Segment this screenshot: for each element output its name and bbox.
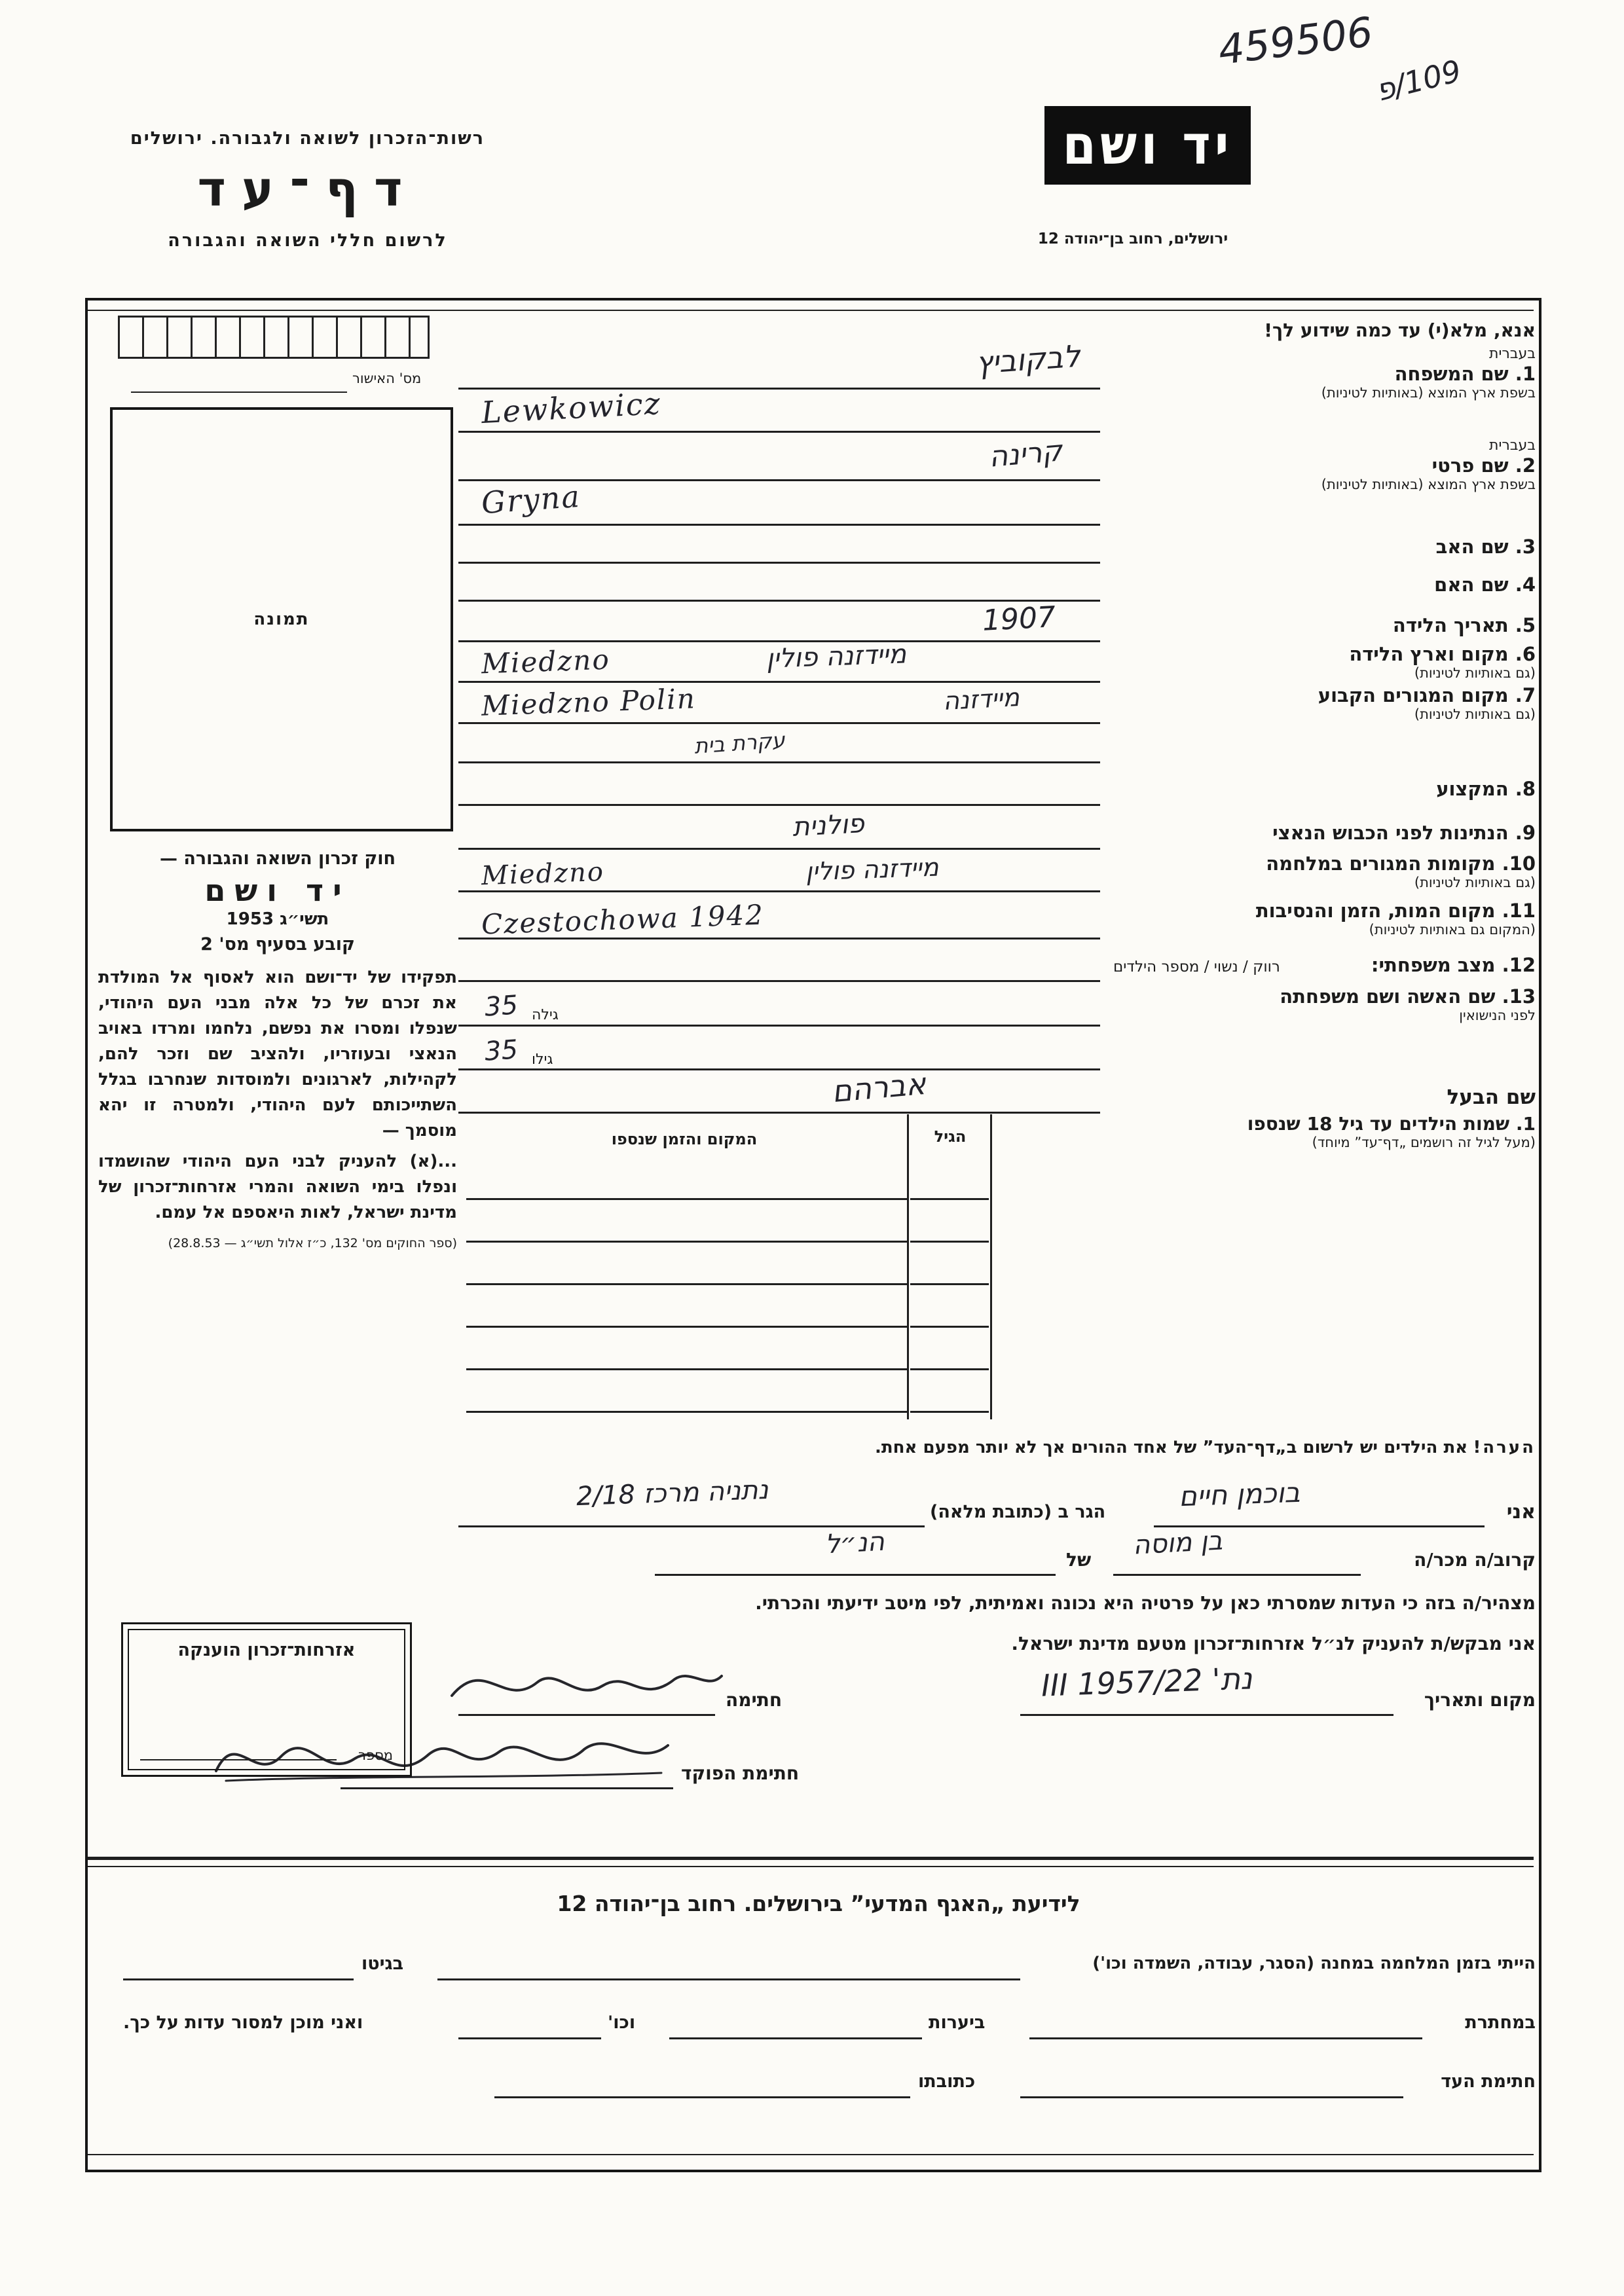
- family-name-latin-value: Lewkowicz: [480, 385, 663, 431]
- declarant-i-label: אני: [1506, 1501, 1536, 1523]
- field-line[interactable]: [458, 1112, 1100, 1114]
- place-date-value: נת' 22/III 1957: [1041, 1660, 1253, 1704]
- field-line[interactable]: [458, 1068, 1100, 1070]
- children-age-line[interactable]: [910, 1241, 989, 1243]
- citizenship-value: פולנית: [791, 809, 866, 843]
- scientific-branch-title: לידיעת „האגף המדעי” בירושלים. רחוב בן־יהודה 12: [557, 1891, 1080, 1916]
- field-label-first-name: בעברית 2. שם פרטי בשפת ארץ המוצא (באותיות לטיניות): [1321, 437, 1536, 493]
- field-line[interactable]: [458, 722, 1100, 724]
- citizenship-box-title: אזרחות־זכרון הוענקה: [177, 1640, 356, 1660]
- children-col-age: הגיל: [934, 1127, 967, 1146]
- address-label: הגר ב (כתובת מלאה): [930, 1502, 1106, 1522]
- address-value: נתניה מרכז 2/18: [576, 1474, 769, 1512]
- file-number: 459506: [1215, 7, 1376, 75]
- underground-line[interactable]: [1029, 2037, 1422, 2039]
- frame-inner-bottom-rule: [88, 2154, 1534, 2155]
- profession-value: עקרת בית: [693, 727, 786, 759]
- note-label: הערה!: [1473, 1438, 1536, 1457]
- field-label-marital-status: 12. מצב משפחתי:: [1371, 954, 1536, 976]
- death-place-value: Czestochowa 1942: [481, 898, 765, 941]
- children-col-place: המקום והזמן שנספו: [611, 1130, 758, 1148]
- field-line[interactable]: [458, 562, 1100, 564]
- field-line[interactable]: [458, 681, 1100, 683]
- law-text-2: ...(א) להעניק לבני העם היהודי שהושמדו ונפלו בימי השואה והמרי אזרחות־זכרון של מדינת ישראל, לאות היאספם אל עמם.: [98, 1152, 457, 1222]
- field-label-father-name: 3. שם האב: [1435, 536, 1536, 558]
- photo-box[interactable]: [110, 407, 453, 831]
- approval-number-label: מס' האישור: [352, 371, 422, 386]
- family-name-hebrew-value: לבקוביץ: [974, 338, 1082, 381]
- witness-address-line[interactable]: [494, 2096, 910, 2098]
- approval-number-line[interactable]: [131, 392, 347, 393]
- witness-address-label: כתובתו: [918, 2071, 976, 2092]
- field-line[interactable]: [458, 600, 1100, 602]
- children-table-divider: [990, 1114, 992, 1419]
- relation-value: בן מוסה: [1132, 1525, 1224, 1561]
- ready-to-testify-text: ואני מוכן למסור עדות על כך.: [123, 2013, 363, 2033]
- page-title: דף־עד: [197, 161, 418, 217]
- children-row-line[interactable]: [466, 1368, 907, 1370]
- children-age-line[interactable]: [910, 1198, 989, 1200]
- children-age-line[interactable]: [910, 1283, 989, 1285]
- war-residence-hebrew-value: מיידזנה פולין: [805, 852, 940, 886]
- husband-name-value: אברהם: [830, 1065, 927, 1110]
- residence-hebrew-value: מיידזנה: [942, 682, 1020, 716]
- law-name: יד ושם: [204, 873, 351, 908]
- law-year: תשי״ג 1953: [226, 909, 329, 929]
- note-text: את הילדים יש לרשום ב„דף־העד” של אחד ההורים אך לא יותר מפעם אחת.: [875, 1438, 1468, 1457]
- law-reference: (ספר החוקים מס' 132, כ״ז אלול תשי״ג — 28.8.53): [168, 1236, 457, 1250]
- law-section: קובע בסעיף מס' 2: [200, 934, 355, 955]
- of-line[interactable]: [655, 1574, 1056, 1576]
- authority-title: רשות־הזכרון לשואה ולגבורה. ירושלים: [130, 128, 485, 149]
- war-residence-latin-value: Miedzno: [481, 856, 605, 892]
- field-line[interactable]: [458, 524, 1100, 526]
- law-excerpt: [98, 848, 457, 1250]
- witness-signature-label: חתימת העד: [1441, 2071, 1536, 2092]
- of-label: של: [1066, 1549, 1092, 1571]
- relation-label: קרוב/ה מכר/ה: [1414, 1549, 1536, 1571]
- field-line[interactable]: [458, 804, 1100, 806]
- husband-age-label: גילו: [532, 1051, 553, 1068]
- field-line[interactable]: [458, 431, 1100, 433]
- declarant-name-value: בוכמן חיים: [1178, 1476, 1301, 1513]
- field-line[interactable]: [458, 890, 1100, 892]
- photo-label: תמונה: [253, 610, 310, 629]
- children-note: [875, 1438, 1536, 1457]
- witness-signature-blank-line[interactable]: [1020, 2096, 1403, 2098]
- relation-line[interactable]: [1113, 1574, 1361, 1576]
- etc-label: וכו': [608, 2013, 636, 2033]
- field-label-mother-name: 4. שם האם: [1434, 574, 1536, 596]
- citizenship-number-line[interactable]: [140, 1759, 337, 1760]
- children-row-line[interactable]: [466, 1283, 907, 1285]
- children-age-line[interactable]: [910, 1411, 989, 1413]
- section-separator-thick: [88, 1857, 1534, 1860]
- place-date-line[interactable]: [1020, 1714, 1393, 1716]
- section-separator-thin: [88, 1866, 1534, 1867]
- field-label-citizenship: 9. הנתינות לפני הכבוש הנאצי: [1272, 822, 1536, 844]
- request-text: אני מבקש/ת להעניק לנ״ל אזרחות־זכרון מטעם מדינת ישראל.: [1011, 1633, 1536, 1654]
- first-name-latin-value: Gryna: [480, 478, 582, 521]
- wife-age-label: גילה: [532, 1007, 559, 1023]
- residence-latin-value: Miedzno Polin: [481, 682, 697, 722]
- clerk-signature-label: חתימת הפוקד: [681, 1762, 800, 1784]
- wife-age-value: 35: [483, 990, 519, 1023]
- field-line[interactable]: [458, 640, 1100, 642]
- birth-place-latin-value: Miedzno: [481, 643, 611, 680]
- citizenship-number-label: מספר: [358, 1747, 393, 1763]
- children-table-divider: [907, 1114, 909, 1419]
- children-row-line[interactable]: [466, 1326, 907, 1328]
- field-label-war-residence: 10. מקומות המגורים במלחמה (גם באותיות לטיניות): [1266, 852, 1536, 891]
- yad-vashem-logo-text: יד ושם: [1062, 113, 1233, 177]
- field-line[interactable]: [458, 761, 1100, 763]
- children-age-line[interactable]: [910, 1368, 989, 1370]
- marital-status-options: רווק / נשוי / מספר הילדים: [1113, 958, 1280, 975]
- witness-signature: [445, 1650, 727, 1715]
- field-label-residence: 7. מקום המגורים הקבוע (גם באותיות לטיניות): [1318, 684, 1536, 723]
- field-label-husband-name: שם הבעל: [1447, 1085, 1536, 1109]
- field-label-birth-place: 6. מקום וארץ הלידה (גם באותיות לטיניות): [1349, 643, 1536, 682]
- forests-line[interactable]: [669, 2037, 922, 2039]
- field-line[interactable]: [458, 848, 1100, 850]
- children-row-line[interactable]: [466, 1198, 907, 1200]
- field-line[interactable]: [458, 980, 1100, 982]
- file-subnumber: 109/פ: [1372, 52, 1465, 109]
- fill-instruction: אנא, מלא(י) עד כמה שידוע לך!: [1264, 319, 1536, 341]
- children-row-line[interactable]: [466, 1241, 907, 1243]
- frame-inner-top-rule: [88, 310, 1534, 311]
- etc-line[interactable]: [458, 2037, 601, 2039]
- ghetto-line[interactable]: [123, 1978, 354, 1980]
- place-date-label: מקום ותאריך: [1424, 1689, 1536, 1711]
- birth-place-hebrew-value: מיידזנה פולין: [766, 639, 907, 674]
- address-line[interactable]: [458, 1525, 925, 1527]
- logo-address: ירושלים, רחוב בן־יהודה 12: [1037, 230, 1228, 247]
- camp-line[interactable]: [437, 1978, 1020, 1980]
- field-label-profession: 8. המקצוע: [1436, 778, 1536, 800]
- field-label-wife-name: 13. שם האשה ושם משפחתה לפני הנישואין: [1280, 985, 1536, 1024]
- field-line[interactable]: [458, 1025, 1100, 1027]
- children-age-line[interactable]: [910, 1326, 989, 1328]
- field-line[interactable]: [458, 388, 1100, 390]
- ghetto-label: בגיטו: [361, 1954, 404, 1974]
- citizenship-box: [121, 1622, 412, 1777]
- camp-label: הייתי בזמן המלחמה במחנה (הסגר, עבודה, השמדה וכו'): [1092, 1954, 1536, 1973]
- field-label-birth-date: 5. תאריך הלידה: [1392, 614, 1536, 636]
- of-value: הנ״ל: [824, 1526, 885, 1560]
- birth-date-value: 1907: [981, 600, 1057, 638]
- law-intro: חוק זכרון השואה והגבורה —: [159, 848, 396, 869]
- children-row-line[interactable]: [466, 1411, 907, 1413]
- page-subtitle: לרשום חללי השואה והגבורה: [168, 230, 448, 251]
- yad-vashem-logo: [1044, 106, 1251, 185]
- forests-label: ביערות: [929, 2013, 986, 2033]
- underground-label: במחתרת: [1465, 2013, 1536, 2033]
- husband-age-value: 35: [483, 1034, 519, 1067]
- law-text: תפקידו של יד־ושם הוא לאסוף אל המולדת את זכרם של כל אלה מבני העם היהודי, שנפלו ומסרו את נפשם, נלחמו ומרדו באויב הנאצי ובעוזריו, ולהציב שם וזכר להם, לקהילות, לארגונים ולמוסדות שנחרבו בגלל השתייכותם לעם היהודי, ולמטרה זו יהא מוסמך —: [98, 968, 457, 1140]
- field-label-death-place: 11. מקום המות, הזמן והנסיבות (המקום גם באותיות לטיניות): [1255, 900, 1536, 938]
- signature-label: חתימה: [726, 1689, 783, 1711]
- index-strip: [118, 316, 430, 359]
- children-table-heading: 1. שמות הילדים עד גיל 18 שנספו (מעל לגיל זה רושמים „דף־עד” מיוחד): [1247, 1113, 1536, 1151]
- statement-text: מצהיר/ה בזה כי העדות שמסרתי כאן על פרטיה היא נכונה ואמיתית, לפי מיטב ידיעתי והכרתי.: [755, 1592, 1536, 1614]
- field-label-family-name: בעברית 1. שם המשפחה בשפת ארץ המוצא (באותיות לטיניות): [1321, 346, 1536, 401]
- first-name-hebrew-value: קרינה: [987, 434, 1064, 474]
